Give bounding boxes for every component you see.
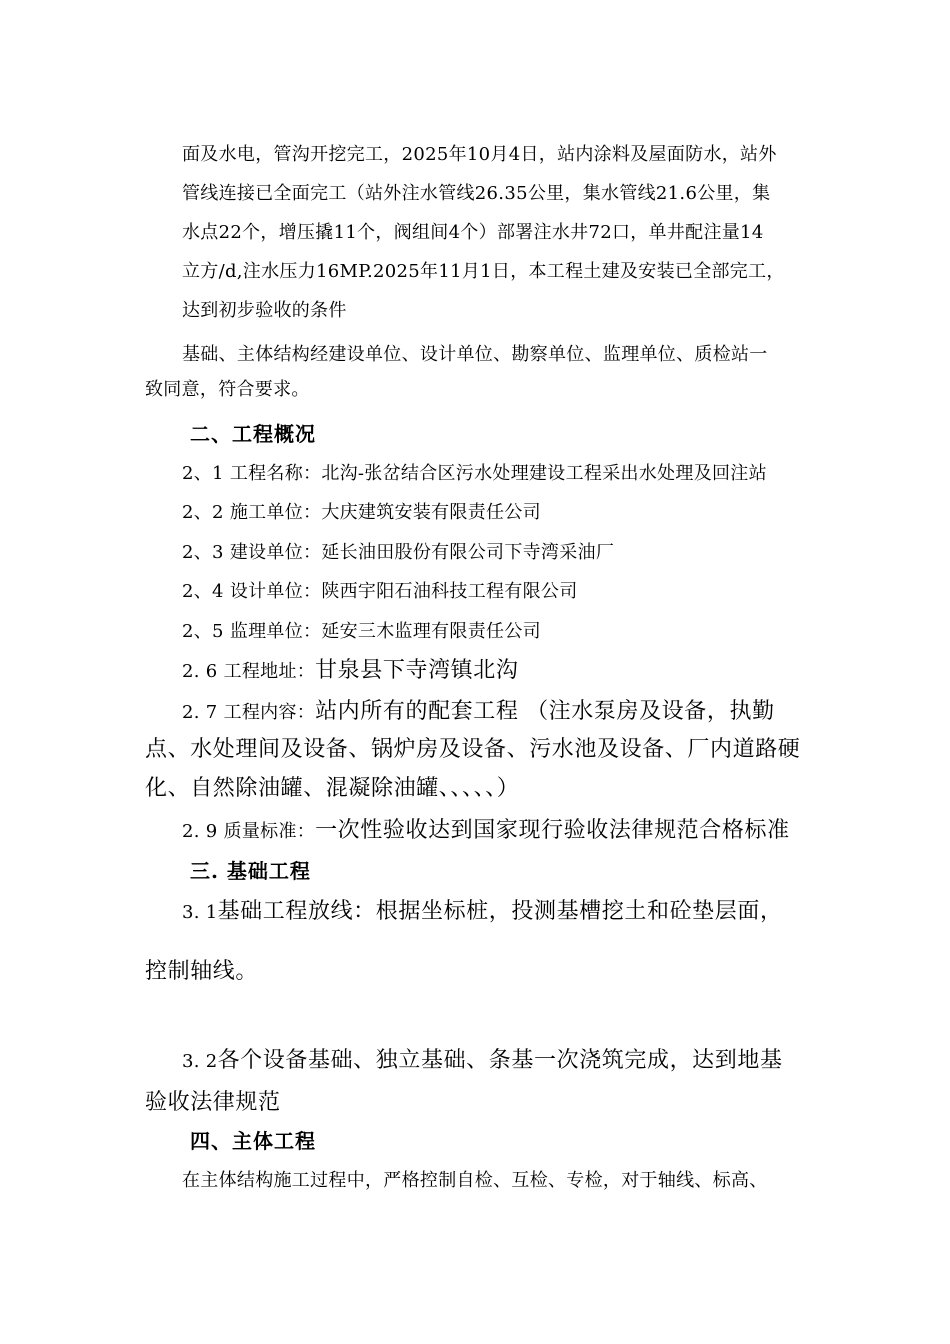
approval-line-2: 致同意，符合要求。 bbox=[145, 379, 310, 400]
address-value: 甘泉县下寺湾镇北沟 bbox=[315, 658, 519, 683]
section-3-heading: 三. 基础工程 bbox=[190, 859, 311, 883]
foundation-item-1-number: 3. 1 bbox=[182, 902, 218, 923]
overview-item-designer: 2、4 设计单位：陕西宇阳石油科技工程有限公司 bbox=[182, 581, 578, 602]
overview-item-content bbox=[182, 698, 775, 726]
approval-line-1: 基础、主体结构经建设单位、设计单位、勘察单位、监理单位、质检站一 bbox=[182, 344, 768, 365]
content-label: 2. 7 工程内容： bbox=[182, 702, 316, 723]
foundation-item-1 bbox=[182, 898, 783, 926]
intro-line-4: 立方/d,注水压力16MP.2025年11月1日，本工程土建及安装已全部完工， bbox=[182, 261, 785, 282]
overview-item-owner: 2、3 建设单位：延长油田股份有限公司下寺湾采油厂 bbox=[182, 542, 615, 563]
overview-item-name: 2、1 工程名称：北沟-张岔结合区污水处理建设工程采出水处理及回注站 bbox=[182, 463, 767, 484]
intro-line-5: 达到初步验收的条件 bbox=[182, 300, 347, 321]
foundation-item-2 bbox=[182, 1047, 783, 1075]
content-value-line-3: 化、自然除油罐、混凝除油罐、、、、、） bbox=[145, 776, 520, 801]
overview-item-quality bbox=[182, 817, 790, 845]
quality-value: 一次性验收达到国家现行验收法律规范合格标准 bbox=[315, 818, 790, 843]
address-label: 2. 6 工程地址： bbox=[182, 661, 316, 682]
foundation-item-1-continued: 控制轴线。 bbox=[145, 959, 259, 984]
content-value-line-2: 点、水处理间及设备、锅炉房及设备、污水池及设备、厂内道路硬 bbox=[145, 737, 801, 762]
section-2-heading: 二、工程概况 bbox=[190, 422, 316, 446]
intro-line-2: 管线连接已全面完工（站外注水管线26.35公里，集水管线21.6公里，集 bbox=[182, 183, 771, 204]
overview-item-contractor: 2、2 施工单位：大庆建筑安装有限责任公司 bbox=[182, 502, 541, 523]
foundation-item-2-text: 各个设备基础、独立基础、条基一次浇筑完成，达到地基 bbox=[217, 1048, 783, 1073]
overview-item-address bbox=[182, 657, 518, 685]
main-structure-line-1: 在主体结构施工过程中，严格控制自检、互检、专检，对于轴线、标高、 bbox=[182, 1170, 768, 1191]
intro-line-1: 面及水电，管沟开挖完工，2025年10月4日，站内涂料及屋面防水，站外 bbox=[182, 144, 777, 165]
overview-item-supervisor: 2、5 监理单位：延安三木监理有限责任公司 bbox=[182, 621, 541, 642]
foundation-item-2-number: 3. 2 bbox=[182, 1051, 218, 1072]
intro-line-3: 水点22个，增压撬11个，阀组间4个）部署注水井72口，单井配注量14 bbox=[182, 222, 764, 243]
quality-label: 2. 9 质量标准： bbox=[182, 821, 316, 842]
foundation-item-2-continued: 验收法律规范 bbox=[145, 1090, 281, 1115]
foundation-item-1-text: 基础工程放线：根据坐标桩，投测基槽挖土和砼垫层面， bbox=[217, 899, 783, 924]
section-4-heading: 四、主体工程 bbox=[190, 1129, 316, 1153]
content-value-line-1: 站内所有的配套工程 （注水泵房及设备，执勤 bbox=[315, 699, 775, 724]
